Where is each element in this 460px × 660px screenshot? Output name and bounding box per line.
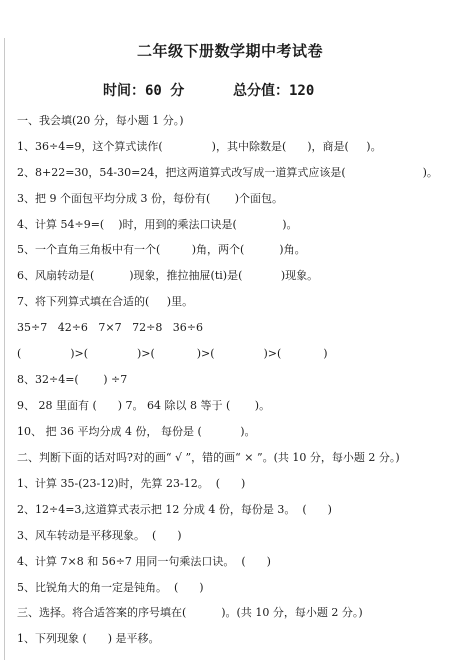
- question-1-3: 3、把 9 个面包平均分成 3 份，每份有( )个面包。: [17, 192, 284, 205]
- section-1-heading: 一、我会填(20 分，每小题 1 分。): [17, 114, 184, 127]
- question-2-2: 2、12÷4=3,这道算式表示把 12 分成 4 份，每份是 3。 ( ): [17, 503, 332, 516]
- question-2-3: 3、风车转动是平移现象。 ( ): [17, 529, 182, 542]
- question-1-10: 10、 把 36 平均分成 4 份， 每份是 ( )。: [17, 425, 256, 438]
- expression-list: 35÷7 42÷6 7×7 72÷8 36÷6: [17, 321, 204, 334]
- question-2-1: 1、计算 35-(23-12)时，先算 23-12。 ( ): [17, 477, 246, 490]
- question-1-2: 2、8+22=30，54-30=24，把这两道算式改写成一道算式应该是( )。: [17, 166, 438, 179]
- ordering-blanks: ( )>( )>( )>( )>( ): [17, 347, 328, 360]
- question-3-1: 1、下列现象 ( ) 是平移。: [17, 632, 160, 645]
- question-1-7: 7、将下列算式填在合适的( )里。: [17, 295, 194, 308]
- question-2-5: 5、比锐角大的角一定是钝角。 ( ): [17, 581, 204, 594]
- question-2-4: 4、计算 7×8 和 56÷7 用同一句乘法口诀。 ( ): [17, 555, 271, 568]
- section-3-heading: 三、选择。将合适答案的序号填在( )。(共 10 分，每小题 2 分。): [17, 606, 363, 619]
- section-2-heading: 二、判断下面的话对吗?对的画“ √ ”，错的画“ × ”。(共 10 分，每小题 2 分。): [17, 451, 400, 464]
- question-1-8: 8、32÷4=( ) ÷7: [17, 373, 128, 386]
- question-1-9: 9、 28 里面有 ( ) 7。 64 除以 8 等于 ( )。: [17, 399, 271, 412]
- question-1-6: 6、风扇转动是( )现象，推拉抽屉(ti)是( )现象。: [17, 269, 319, 282]
- question-1-4: 4、计算 54÷9=( )时，用到的乘法口诀是( )。: [17, 218, 298, 231]
- question-1-5: 5、一个直角三角板中有一个( )角，两个( )角。: [17, 243, 306, 256]
- exam-title: 二年级下册数学期中考试卷: [136, 42, 323, 60]
- page-edge-divider: [4, 38, 5, 660]
- question-1-1: 1、36÷4=9，这个算式读作( )，其中除数是( )，商是( )。: [17, 140, 382, 153]
- exam-time: 时间：60 分: [103, 83, 185, 99]
- exam-total-score: 总分值：120: [233, 83, 315, 99]
